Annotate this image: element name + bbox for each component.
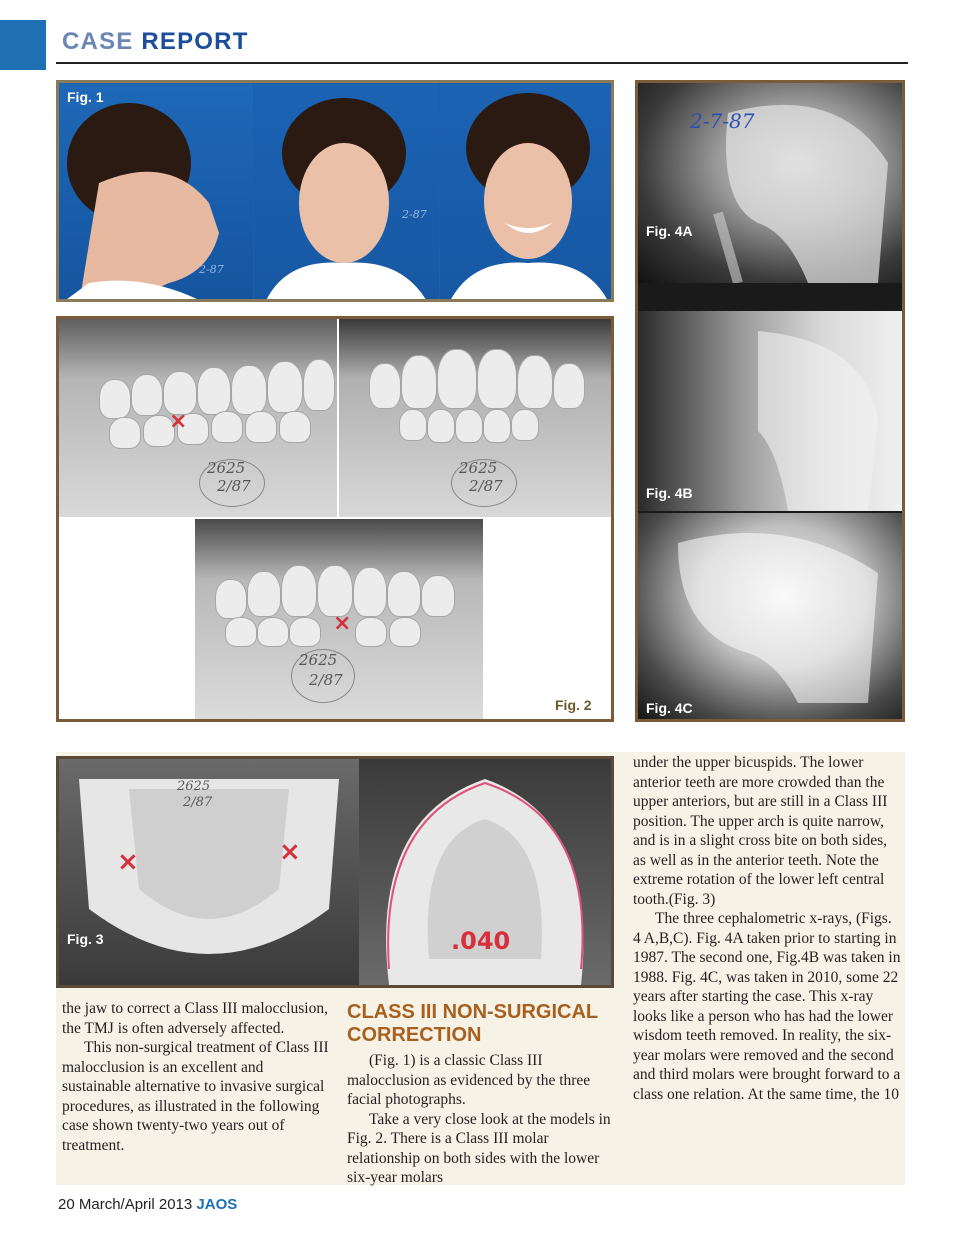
lower-molar-mark-left: ×: [117, 847, 139, 877]
fig4a-label: Fig. 4A: [646, 223, 693, 239]
lower-molar-mark-right: ×: [279, 837, 301, 867]
xray-4a-date: 2-7-87: [690, 109, 755, 133]
right-paragraph-1: under the upper bicuspids. The lower anterior teeth are more crowded than the upper anteriors, but are still in a Class III position. The upper arch is quite narrow, and is in a slight cross bite on both sides, as well as in the anterior teeth. Note the extreme rotation of the lower left central tooth.(Fig. 3): [633, 754, 888, 908]
fig4c-label: Fig. 4C: [646, 700, 693, 716]
fig1-date-left: 2-87: [199, 263, 224, 276]
figure-3-occlusal-models: [56, 756, 614, 988]
occlusal-model-date: 2/87: [183, 795, 213, 810]
journal-name: JAOS: [196, 1196, 238, 1213]
profile-photo: [59, 83, 253, 299]
model-number-1: 2625: [207, 459, 246, 477]
section-header: [62, 28, 249, 56]
right-paragraph-2: The three cephalometric x-rays, (Figs. 4 A,B,C). Fig. 4A taken prior to starting in 1987. The second one, Fig.4B was taken in 1988. Fig. 4C, was taken in 2010, some 22 years after starting the case. This x-ray looks like a person who has had the lower wisdom teeth removed. In reality, the six-year molars were removed and the second and third molars were brought forward to a class one relation. At the same time, the 10: [633, 910, 901, 1103]
left-paragraph-1: the jaw to correct a Class III malocclusion, the TMJ is often adversely affected.: [62, 1000, 328, 1037]
model-number-3: 2625: [299, 651, 338, 669]
header-word-case: CASE: [62, 28, 134, 55]
molar-mark-1: ×: [169, 409, 188, 434]
smiling-photo: [440, 83, 614, 299]
fig2-label: Fig. 2: [555, 697, 592, 713]
model-date-1: 2/87: [217, 477, 251, 495]
page-number: 20: [58, 1196, 75, 1213]
middle-paragraph-1: (Fig. 1) is a classic Class III malocclusion as evidenced by the three facial photographs.: [347, 1052, 591, 1108]
model-left-side: [195, 519, 483, 722]
middle-paragraph-2: Take a very close look at the models in Fig. 2. There is a Class III molar relationship on both sides with the lower six-year molars: [347, 1110, 611, 1186]
header-word-report: REPORT: [141, 28, 249, 55]
fig3-label: Fig. 3: [67, 931, 104, 947]
text-column-middle: [347, 1001, 613, 1188]
model-number-2: 2625: [459, 459, 498, 477]
left-paragraph-2: This non-surgical treatment of Class III malocclusion is an excellent and sustainable alternative to invasive surgical procedures, as illustrated in the following case shown twenty-two years out of treatment.: [62, 1039, 329, 1154]
occlusal-model-number: 2625: [177, 779, 211, 794]
fig1-date-right: 2-87: [402, 208, 427, 221]
text-column-left: [62, 999, 334, 1155]
figure-4-xrays: [635, 80, 905, 722]
model-date-2: 2/87: [469, 477, 503, 495]
header-rule: [56, 62, 908, 64]
issue-date: March/April 2013: [78, 1196, 193, 1213]
figure-1-photos: [56, 80, 614, 302]
occlusal-model-lower: [59, 759, 359, 985]
xray-4b: [638, 311, 902, 511]
model-right-side: [59, 319, 337, 517]
header-color-tab: [0, 20, 46, 70]
section-heading: CLASS III NON-SURGICAL CORRECTION: [347, 1001, 598, 1046]
occlusal-model-upper: [359, 759, 611, 985]
xray-4c: [638, 513, 902, 719]
model-date-3: 2/87: [309, 671, 343, 689]
molar-mark-2: ×: [333, 611, 352, 636]
page-footer: [58, 1196, 237, 1213]
model-front: [339, 319, 614, 517]
xray-4a: [638, 83, 902, 283]
figure-2-models: [56, 316, 614, 722]
fig4b-label: Fig. 4B: [646, 485, 693, 501]
fig1-label: Fig. 1: [67, 89, 104, 105]
text-column-right: [633, 753, 901, 1104]
frontal-photo: [254, 83, 439, 299]
arch-measurement: .040: [451, 927, 511, 955]
